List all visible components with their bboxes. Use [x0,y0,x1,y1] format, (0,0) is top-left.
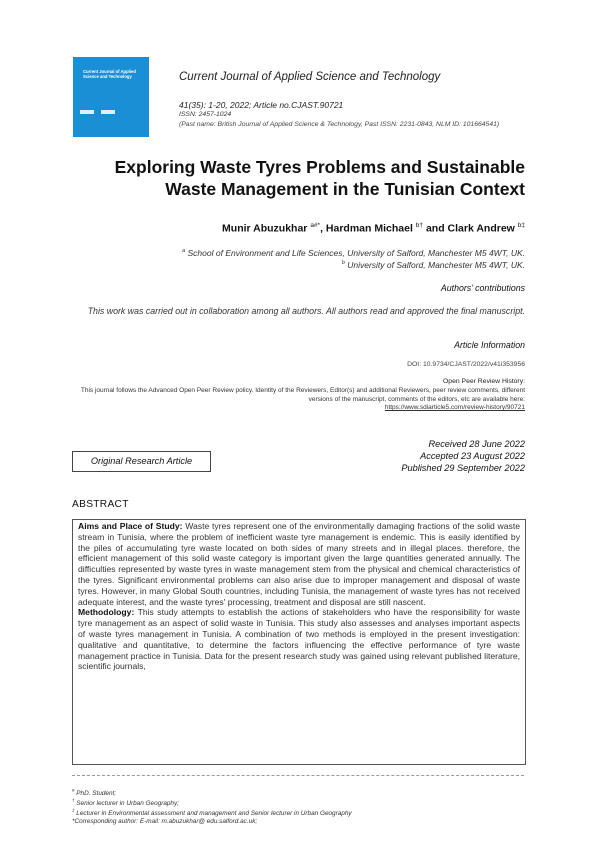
publication-dates [401,438,525,474]
article-info-heading: Article Information [454,340,525,350]
article-type-box: Original Research Article [72,451,211,472]
contributions-heading: Authors’ contributions [440,283,525,293]
footnote-3 [72,808,352,817]
citation: 41(35): 1-20, 2022; Article no.CJAST.90721 [179,100,344,110]
footnote-1 [72,788,116,797]
date-accepted: Accepted 23 August 2022 [420,451,525,461]
doi: DOI: 10.9734/CJAST/2022/v41i353956 [407,361,525,368]
abstract-text [78,521,520,672]
journal-name: Current Journal of Applied Science and Technology [179,71,441,83]
footnote-4: *Corresponding author: E-mail: m.abuzukhar@ edu.salford.ac.uk; [72,818,258,825]
author-1-sup: a#* [310,222,321,229]
author-3-sup: b‡ [517,222,525,229]
cover-badge-left [80,110,94,114]
paper-title-line2: Waste Management in the Tunisian Context [165,179,525,199]
issn: ISSN: 2457-1024 [179,111,232,118]
paper-title [85,156,525,200]
footnote-2 [72,798,179,807]
past-name: (Past name: British Journal of Applied Science & Technology, Past ISSN: 2231-0843, NLM ID: 101664541) [179,121,500,128]
abstract-aims-text: Waste tyres represent one of the environmentally damaging fractions of the solid waste stream in Tunisia, where the problem of inefficient waste tyre management is endemic. This is easily identified by the piles of accumulating tyre waste located on both sides of many streets and in illegal places. therefore, the efficient management of this solid waste category is important given the large quantities generated annually. The difficulties represented by waste tyres in waste management stem from the physical and chemical characteristics of the tyres. Significant environmental problems can also arise due to improper management and disposal of waste tyres. However, in many Global South countries, including Tunisia, the management of waste tyres has not received adequate interest, and the waste tyres' processing, treatment and disposal are still nascent. [78,521,520,607]
abstract-methodology-label: Methodology: [78,607,135,618]
date-published: Published 29 September 2022 [401,463,525,473]
footnote-3-sup: ‡ [72,808,75,813]
author-1: Munir Abuzukhar [222,222,308,235]
author-3: and Clark Andrew [425,222,515,235]
author-2-sup: b† [415,222,424,229]
affiliation-b-text: University of Salford, Manchester M5 4WT, UK. [347,260,525,270]
affiliation-a [182,248,525,258]
affiliation-a-text: School of Environment and Life Sciences, University of Salford, Manchester M5 4WT, UK. [187,248,525,258]
author-2: Hardman Michael [325,222,413,235]
paper-title-line1: Exploring Waste Tyres Problems and Sustainable [114,157,525,177]
affiliation-b-sup: b [341,260,345,267]
abstract-aims-label: Aims and Place of Study: [78,521,183,531]
abstract-heading: ABSTRACT [72,499,129,510]
footnote-1-text: PhD. Student; [76,790,117,798]
affiliation-a-sup: a [182,248,186,255]
cover-badge-right [101,110,115,114]
cover-title: Current Journal of Applied Science and Technology [83,69,136,79]
date-received: Received 28 June 2022 [428,439,525,449]
footnote-3-text: Lecturer in Environmental assessment and management and Senior lecturer in Urban Geography [76,810,352,818]
footnote-divider [72,775,524,776]
abstract-aims [78,521,520,607]
review-history-link[interactable]: https://www.sdiarticle5.com/review-history/90721 [384,404,525,411]
footnote-1-sup: # [72,788,75,793]
open-peer-review-body: This journal follows the Advanced Open Peer Review policy. Identity of the Reviewers, Editor(s) and additional Reviewers, peer review comments, different versions of the manuscript, comments of the editors, etc are available here: [80,387,525,403]
affiliation-b [342,260,525,270]
footnote-2-sup: † [72,798,75,803]
author-list: Munir Abuzukhar $^{a\#*}$, Hardman Michael $^{b\dagger}$ and Clark Andrew $^{b\ddagger}$ [222,222,525,235]
abstract-methodology-text: This study attempts to establish the actions of stakeholders who have the responsibility for waste tyre management as an aspect of solid waste in Tunisia. This study also assesses and analyses important aspects of waste tyres management in Tunisia. A combination of two methods is employed in the present investigation: qualitative and quantitative, to determine the factors influencing the effective performance of tyre waste management practice in Tunisia. Data for the present research study was gained using relevant published literature, scientific journals, [78,607,521,672]
footnote-2-text: Senior lecturer in Urban Geography; [76,800,179,808]
abstract-methodology [78,607,520,672]
contributions-text: This work was carried out in collaboration among all authors. All authors read and approved the final manuscript. [87,306,525,316]
open-peer-review-text [55,387,525,413]
abstract-box [72,519,526,765]
open-peer-review-heading: Open Peer Review History: [443,378,525,385]
journal-cover-image [73,57,149,137]
